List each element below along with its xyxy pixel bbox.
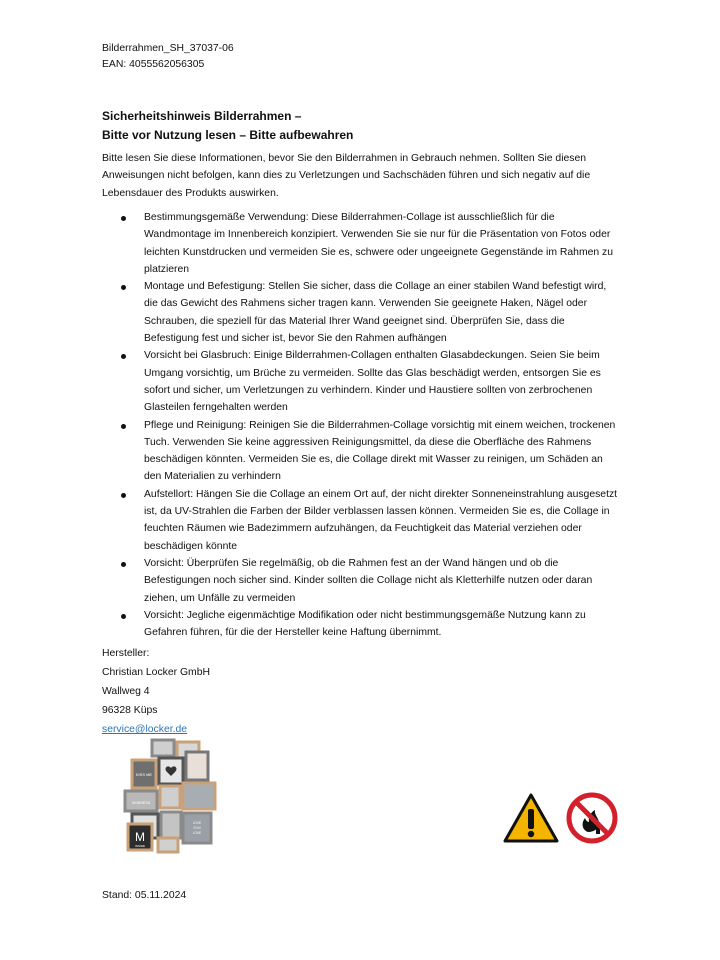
collage-text-love-1: LOVE: [192, 821, 202, 825]
frame: [186, 752, 208, 780]
collage-text-kiss: KISS ME: [135, 772, 153, 777]
list-item-text: Montage und Befestigung: Stellen Sie sicher, dass die Collage an einer stabilen Wand befestigt wird, die das Gewicht des Rahmens sicher tragen kann. Verwenden Sie geeignete Haken, Nägel oder Schrauben, die speziell für das Material Ihrer Wand geeignet sind. Überprüfen Sie, dass die Befestigung fest und sicher ist, bevor Sie den Rahmen aufhängen: [144, 281, 607, 345]
bullet-icon: [121, 285, 126, 290]
list-item-text: Bestimmungsgemäße Verwendung: Diese Bilderrahmen-Collage ist ausschließlich für die Wandmontage im Innenbereich konzipiert. Verwenden Sie sie nur für die Präsentation von Fotos oder leichten Kunstdrucken und vermeiden Sie es, schwere oder ungeeignete Gegenstände im Rahmen zu platzieren: [144, 212, 614, 275]
manufacturer-block: [102, 644, 210, 739]
collage-text-love-2: IS IN: [193, 826, 201, 830]
manufacturer-street: Wallweg 4: [102, 686, 150, 697]
bullet-icon: [121, 216, 126, 221]
list-item-text: Vorsicht: Überprüfen Sie regelmäßig, ob die Rahmen fest an der Wand hängen und ob die Befestigungen noch sicher sind. Kinder sollten die Collage nicht als Kletterhilfe nutzen oder daran ziehen, um Unfälle zu vermeiden: [144, 557, 593, 604]
list-item: [102, 278, 622, 347]
collage-text-love-3: LOVE: [192, 831, 202, 835]
list-item: [102, 417, 622, 486]
list-item-text: Pflege und Reinigung: Reinigen Sie die Bilderrahmen-Collage vorsichtig mit einem weichen, trockenen Tuch. Verwenden Sie keine aggressiven Reinigungsmittel, da diese die Oberfläche des Rahmens beschädigen könnten. Vermeiden Sie es, die Collage direkt mit Wasser zu reinigen, um Schäden an den Materialien zu verhindern: [144, 419, 616, 483]
frame: [152, 740, 174, 756]
frame: [160, 786, 180, 808]
title-line-2: Bitte vor Nutzung lesen – Bitte aufbewahren: [102, 128, 354, 142]
document-id: Bilderrahmen_SH_37037-06: [102, 43, 234, 54]
manufacturer-email-link[interactable]: service@locker.de: [102, 724, 188, 735]
manufacturer-label: Hersteller:: [102, 648, 150, 659]
manufacturer-city: 96328 Küps: [102, 705, 158, 716]
manufacturer-name: Christian Locker GmbH: [102, 667, 210, 678]
document-header: [102, 41, 234, 73]
list-item: [102, 209, 622, 278]
bullet-icon: [121, 424, 126, 429]
document-title: [102, 107, 353, 145]
collage-text-inside: INSIDE: [134, 844, 146, 848]
frame: [158, 838, 178, 852]
intro-paragraph: Bitte lesen Sie diese Informationen, bevor Sie den Bilderrahmen in Gebrauch nehmen. Sollten Sie diesen Anweisungen nicht befolgen, kann dies zu Verletzungen und Sachschäden führen und sich negativ auf die Lebensdauer des Produkts auswirken.: [102, 153, 591, 199]
title-line-1: Sicherheitshinweis Bilderrahmen –: [102, 109, 302, 123]
bullet-icon: [121, 354, 126, 359]
frame: [161, 812, 181, 838]
bullet-icon: [121, 614, 126, 619]
collage-text-m: M: [135, 830, 145, 844]
list-item-text: Vorsicht: Jegliche eigenmächtige Modifikation oder nicht bestimmungsgemäße Nutzung kann zu Gefahren führen, für die der Hersteller keine Haftung übernimmt.: [144, 609, 586, 639]
bullet-icon: [121, 493, 126, 498]
bullet-icon: [121, 562, 126, 567]
list-item: [102, 607, 622, 642]
list-item: [102, 555, 622, 607]
document-date: Stand: 05.11.2024: [102, 890, 187, 901]
list-item-text: Vorsicht bei Glasbruch: Einige Bilderrahmen-Collagen enthalten Glasabdeckungen. Seien Sie beim Umgang vorsichtig, um Brüche zu vermeiden. Sollte das Glas beschädigt werden, entsorgen Sie es sofort und sicher, um Verletzungen zu verhindern. Kinder und Haustiere sollten von zerbrochenen Glasteilen ferngehalten werden: [144, 350, 601, 414]
collage-text-kindness: KINDNESS: [131, 801, 151, 805]
general-warning-icon: [502, 792, 560, 844]
frame: [183, 783, 215, 809]
safety-bullet-list: [102, 209, 622, 641]
ean-number: EAN: 4055562056305: [102, 59, 205, 70]
product-photo-collage: [122, 738, 218, 854]
no-open-flame-icon: [566, 792, 618, 844]
list-item-text: Aufstellort: Hängen Sie die Collage an einem Ort auf, der nicht direkter Sonneneinstrahlung ausgesetzt ist, da UV-Strahlen die Farben der Bilder verblassen lassen können. Vermeiden Sie es, die Collage in feuchten Räumen wie Badezimmern aufzuhängen, da Feuchtigkeit das Material verziehen oder beschädigen könnte: [144, 488, 618, 552]
list-item: [102, 486, 622, 555]
list-item: [102, 347, 622, 416]
